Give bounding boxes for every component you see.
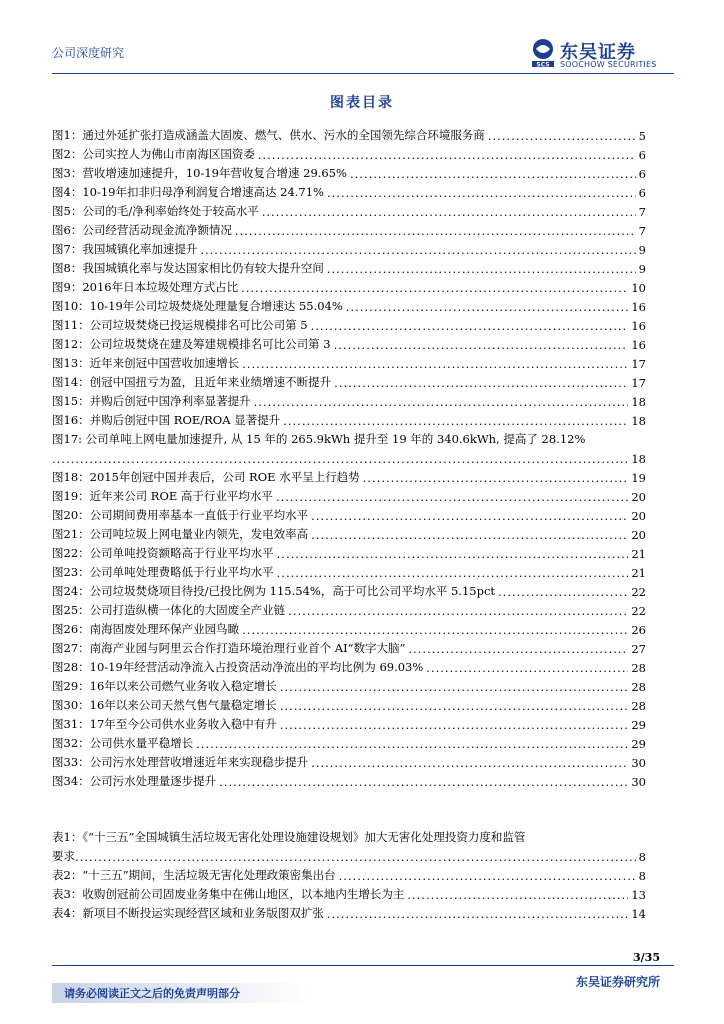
toc-leader-dots bbox=[311, 319, 629, 333]
toc-leader-dots bbox=[339, 869, 636, 883]
toc-entry-page: 8 bbox=[638, 850, 646, 864]
toc-entry-page: 21 bbox=[631, 547, 646, 561]
toc-entry-page: 22 bbox=[631, 604, 646, 618]
toc-entry-label: 图23：公司单吨处理费略低于行业平均水平 bbox=[52, 565, 274, 579]
toc-entry-continuation[interactable] bbox=[52, 845, 646, 864]
toc-entry-page: 7 bbox=[638, 224, 646, 238]
toc-entry-label: 图17: 公司单吨上网电量加速提升, 从 15 年的 265.9kWh 提升至 19 年的 340.6kWh, 提高了 28.12% bbox=[52, 432, 586, 446]
toc-leader-dots bbox=[277, 547, 629, 561]
toc-entry-label: 图30：16年以来公司天然气售气量稳定增长 bbox=[52, 698, 277, 712]
toc-entry-label: 图29：16年以来公司燃气业务收入稳定增长 bbox=[52, 679, 277, 693]
toc-entry[interactable] bbox=[52, 561, 646, 580]
toc-entry[interactable] bbox=[52, 314, 646, 333]
toc-leader-dots bbox=[311, 756, 628, 770]
toc-entry-label: 图15：并购后创冠中国净利率显著提升 bbox=[52, 394, 251, 408]
toc-entry-page: 13 bbox=[631, 888, 646, 902]
footer-divider bbox=[52, 965, 674, 966]
toc-entry-label: 图1：通过外延扩张打造成涵盖大固废、燃气、供水、污水的全国领先综合环境服务商 bbox=[52, 128, 485, 142]
table-list bbox=[52, 826, 646, 921]
toc-entry[interactable] bbox=[52, 409, 646, 428]
toc-entry[interactable] bbox=[52, 295, 646, 314]
toc-entry-label: 图21：公司吨垃圾上网电量业内领先，发电效率高 bbox=[52, 527, 309, 541]
toc-entry-page: 21 bbox=[631, 566, 646, 580]
toc-entry-page: 26 bbox=[631, 623, 646, 637]
header-divider bbox=[52, 73, 674, 74]
toc-entry[interactable] bbox=[52, 504, 646, 523]
toc-entry-page: 16 bbox=[631, 319, 646, 333]
toc-leader-dots bbox=[196, 737, 628, 751]
toc-entry-continuation[interactable] bbox=[52, 447, 646, 466]
toc-entry[interactable] bbox=[52, 523, 646, 542]
toc-entry[interactable] bbox=[52, 656, 646, 675]
toc-entry[interactable] bbox=[52, 580, 646, 599]
toc-leader-dots bbox=[280, 718, 629, 732]
company-logo bbox=[530, 38, 676, 72]
toc-leader-dots bbox=[262, 205, 636, 219]
toc-entry-page: 18 bbox=[631, 395, 646, 409]
toc-entry-page: 22 bbox=[631, 585, 646, 599]
toc-entry-page: 18 bbox=[631, 414, 646, 428]
toc-entry-page: 20 bbox=[631, 490, 646, 504]
toc-leader-dots bbox=[280, 699, 629, 713]
toc-entry-page: 16 bbox=[631, 338, 646, 352]
toc-entry[interactable] bbox=[52, 485, 646, 504]
toc-entry-label: 图12：公司垃圾焚烧在建及筹建规模排名可比公司第 3 bbox=[52, 337, 331, 351]
toc-leader-dots bbox=[334, 338, 629, 352]
toc-entry[interactable] bbox=[52, 883, 646, 902]
toc-entry-label: 图10：10-19年公司垃圾焚烧处理量复合增速达 55.04% bbox=[52, 299, 343, 313]
toc-entry-page: 28 bbox=[631, 661, 646, 675]
toc-leader-dots bbox=[408, 642, 628, 656]
toc-leader-dots bbox=[258, 148, 636, 162]
toc-entry[interactable] bbox=[52, 864, 646, 883]
toc-entry[interactable] bbox=[52, 143, 646, 162]
toc-entry-label: 图2：公司实控人为佛山市南海区国资委 bbox=[52, 147, 255, 161]
toc-entry-label: 图7：我国城镇化率加速提升 bbox=[52, 242, 198, 256]
toc-entry-label: 图34：公司污水处理量逐步提升 bbox=[52, 774, 217, 788]
page-number: 3/35 bbox=[633, 951, 660, 964]
toc-leader-dots bbox=[327, 186, 636, 200]
toc-entry-page: 18 bbox=[631, 452, 646, 466]
toc-entry-page: 29 bbox=[631, 718, 646, 732]
toc-leader-dots bbox=[200, 243, 635, 257]
toc-entry-label: 图19：近年来公司 ROE 高于行业平均水平 bbox=[52, 489, 273, 503]
toc-entry-label: 图5：公司的毛/净利率始终处于较高水平 bbox=[52, 204, 259, 218]
toc-entry[interactable] bbox=[52, 826, 646, 845]
toc-leader-dots bbox=[350, 167, 636, 181]
header-section-label: 公司深度研究 bbox=[52, 46, 125, 60]
toc-entry[interactable] bbox=[52, 675, 646, 694]
toc-entry-label: 图20：公司期间费用率基本一直低于行业平均水平 bbox=[52, 508, 309, 522]
toc-entry-label: 表1：《“十三五”全国城镇生活垃圾无害化处理设施建设规划》加大无害化处理投资力度和监管 bbox=[52, 830, 526, 844]
toc-leader-dots bbox=[426, 661, 628, 675]
toc-entry-page: 9 bbox=[638, 262, 646, 276]
svg-text:SCS: SCS bbox=[536, 61, 550, 68]
toc-leader-dots bbox=[407, 888, 628, 902]
toc-entry-label: 图33：公司污水处理营收增速近年来实现稳步提升 bbox=[52, 755, 309, 769]
toc-entry-page: 30 bbox=[631, 775, 646, 789]
toc-entry[interactable] bbox=[52, 599, 646, 618]
toc-entry[interactable] bbox=[52, 770, 646, 789]
toc-entry[interactable] bbox=[52, 200, 646, 219]
logo-mark-icon bbox=[530, 38, 556, 68]
toc-entry-label: 图6：公司经营活动现金流净额情况 bbox=[52, 223, 232, 237]
toc-leader-dots bbox=[75, 850, 636, 864]
toc-entry-page: 17 bbox=[631, 357, 646, 371]
toc-entry-label: 图11：公司垃圾焚烧已投运规模排名可比公司第 5 bbox=[52, 318, 308, 332]
toc-entry-label: 图26：南海固废处理环保产业园鸟瞰 bbox=[52, 622, 240, 636]
toc-leader-dots bbox=[311, 509, 628, 523]
toc-entry-label: 图14：创冠中国扭亏为盈，且近年来业绩增速不断提升 bbox=[52, 375, 332, 389]
toc-entry-label: 图4：10-19年扣非归母净利润复合增速高达 24.71% bbox=[52, 185, 324, 199]
toc-entry-label: 图31：17年至今公司供水业务收入稳中有升 bbox=[52, 717, 277, 731]
toc-entry[interactable] bbox=[52, 276, 646, 295]
toc-entry-page: 29 bbox=[631, 737, 646, 751]
toc-leader-dots bbox=[52, 452, 628, 466]
toc-entry-label: 图25：公司打造纵横一体化的大固废全产业链 bbox=[52, 603, 286, 617]
toc-leader-dots bbox=[498, 585, 628, 599]
toc-leader-dots bbox=[276, 490, 628, 504]
toc-entry-label: 图16：并购后创冠中国 ROE/ROA 显著提升 bbox=[52, 413, 281, 427]
toc-entry-label: 表3：收购创冠前公司固废业务集中在佛山地区，以本地内生增长为主 bbox=[52, 887, 405, 901]
toc-entry-page: 7 bbox=[638, 205, 646, 219]
toc-entry-label: 图18：2015年创冠中国并表后，公司 ROE 水平呈上行趋势 bbox=[52, 470, 360, 484]
toc-entry[interactable] bbox=[52, 333, 646, 352]
toc-entry-page: 6 bbox=[638, 167, 646, 181]
toc-entry-page: 28 bbox=[631, 680, 646, 694]
toc-entry-page: 16 bbox=[631, 300, 646, 314]
toc-leader-dots bbox=[242, 623, 628, 637]
toc-entry-page: 17 bbox=[631, 376, 646, 390]
toc-leader-dots bbox=[242, 357, 628, 371]
toc-leader-dots bbox=[363, 471, 629, 485]
toc-entry-page: 20 bbox=[631, 528, 646, 542]
toc-entry-page: 14 bbox=[631, 907, 646, 921]
toc-entry[interactable] bbox=[52, 466, 646, 485]
toc-entry-page: 10 bbox=[631, 281, 646, 295]
toc-entry[interactable] bbox=[52, 637, 646, 656]
toc-leader-dots bbox=[311, 528, 628, 542]
toc-leader-dots bbox=[283, 414, 628, 428]
toc-entry-page: 5 bbox=[638, 129, 646, 143]
toc-entry[interactable] bbox=[52, 428, 646, 447]
toc-entry-page: 19 bbox=[631, 471, 646, 485]
toc-entry[interactable] bbox=[52, 751, 646, 770]
toc-entry-label: 图27：南海产业园与阿里云合作打造环境治理行业首个 AI“数字大脑” bbox=[52, 641, 406, 655]
toc-entry-page: 9 bbox=[638, 243, 646, 257]
toc-entry-label: 表4：新项目不断投运实现经营区域和业务版图双扩张 bbox=[52, 906, 324, 920]
toc-entry-page: 28 bbox=[631, 699, 646, 713]
footer-disclaimer: 请务必阅读正文之后的免责声明部分 bbox=[64, 987, 240, 1000]
toc-leader-dots bbox=[327, 907, 629, 921]
toc-entry[interactable] bbox=[52, 694, 646, 713]
toc-entry-label: 图32：公司供水量平稳增长 bbox=[52, 736, 194, 750]
toc-entry-page: 20 bbox=[631, 509, 646, 523]
toc-leader-dots bbox=[280, 680, 629, 694]
toc-leader-dots bbox=[241, 281, 628, 295]
toc-entry[interactable] bbox=[52, 219, 646, 238]
toc-leader-dots bbox=[346, 300, 629, 314]
toc-leader-dots bbox=[488, 129, 636, 143]
toc-leader-dots bbox=[219, 775, 628, 789]
toc-entry[interactable] bbox=[52, 713, 646, 732]
toc-entry-label: 图24：公司垃圾焚烧项目待投/已投比例为 115.54%，高于可比公司平均水平 5.15pct bbox=[52, 584, 496, 598]
toc-entry[interactable] bbox=[52, 542, 646, 561]
toc-entry-page: 27 bbox=[631, 642, 646, 656]
toc-entry[interactable] bbox=[52, 371, 646, 390]
toc-entry-page: 8 bbox=[638, 869, 646, 883]
toc-entry-label: 图8：我国城镇化率与发达国家相比仍有较大提升空间 bbox=[52, 261, 324, 275]
toc-entry[interactable] bbox=[52, 352, 646, 371]
logo-chinese-name: 东吴证券 bbox=[560, 42, 636, 63]
toc-leader-dots bbox=[334, 376, 628, 390]
toc-entry-label: 表2：“十三五”期间，生活垃圾无害化处理政策密集出台 bbox=[52, 868, 336, 882]
toc-entry[interactable] bbox=[52, 732, 646, 751]
footer-firm-name: 东吴证券研究所 bbox=[575, 975, 660, 989]
toc-entry-label: 图3：营收增速加速提升，10-19年营收复合增速 29.65% bbox=[52, 166, 347, 180]
toc-entry-label: 图22：公司单吨投资额略高于行业平均水平 bbox=[52, 546, 274, 560]
toc-leader-dots bbox=[277, 566, 629, 580]
toc-entry[interactable] bbox=[52, 618, 646, 637]
toc-leader-dots bbox=[235, 224, 636, 238]
figure-list bbox=[52, 124, 646, 789]
toc-entry[interactable] bbox=[52, 902, 646, 921]
toc-entry[interactable] bbox=[52, 124, 646, 143]
toc-entry-label: 图9：2016年日本垃圾处理方式占比 bbox=[52, 280, 239, 294]
toc-entry-page: 6 bbox=[638, 148, 646, 162]
toc-leader-dots bbox=[288, 604, 628, 618]
toc-entry[interactable] bbox=[52, 181, 646, 200]
toc-entry[interactable] bbox=[52, 257, 646, 276]
logo-english-name: SOOCHOW SECURITIES bbox=[560, 60, 657, 69]
toc-entry[interactable] bbox=[52, 162, 646, 181]
toc-entry[interactable] bbox=[52, 238, 646, 257]
toc-entry-label: 图28：10-19年经营活动净流入占投资活动净流出的平均比例为 69.03% bbox=[52, 660, 424, 674]
toc-entry-label: 图13：近年来创冠中国营收加速增长 bbox=[52, 356, 240, 370]
toc-leader-dots bbox=[327, 262, 636, 276]
toc-leader-dots bbox=[254, 395, 629, 409]
toc-title: 图表目录 bbox=[330, 95, 394, 111]
toc-entry-label-cont: 要求 bbox=[52, 849, 75, 863]
toc-entry-page: 6 bbox=[638, 186, 646, 200]
toc-entry[interactable] bbox=[52, 390, 646, 409]
toc-entry-page: 30 bbox=[631, 756, 646, 770]
